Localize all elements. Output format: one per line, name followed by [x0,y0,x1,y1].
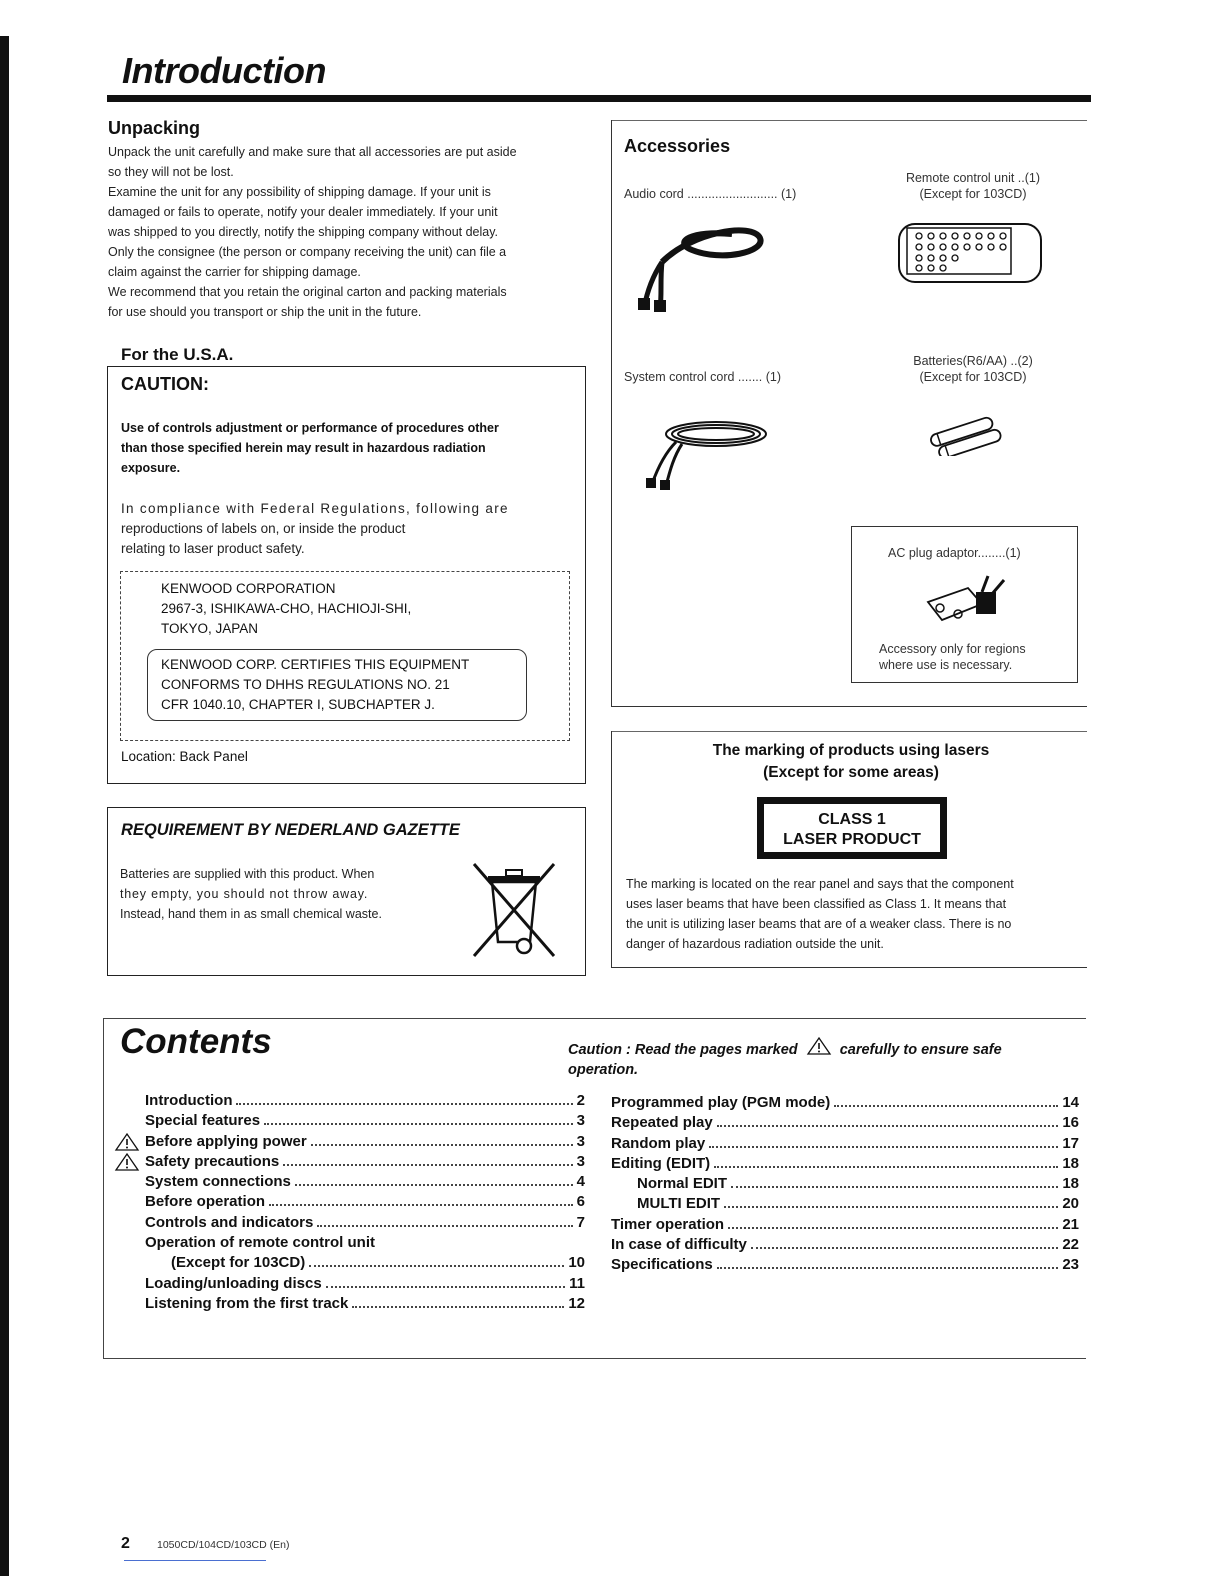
caution-title: CAUTION: [121,374,209,394]
crossed-bin-icon [470,860,558,960]
text-line: The marking is located on the rear panel and says that the component [626,877,1014,891]
toc-entry [611,1255,1079,1275]
warning-triangle-icon [114,1132,140,1152]
text-line: Batteries(R6/AA) ..(2) [913,354,1033,368]
contents-left-rule [103,1018,104,1359]
toc-label: Specifications [611,1256,713,1274]
text-line: Only the consignee (the person or company receiving the unit) can file a [108,245,507,259]
accessories-left-rule [611,120,612,706]
class-line: CLASS 1 [818,811,886,828]
toc-page-number: 3 [576,1112,585,1130]
contents-bottom-rule [103,1358,1086,1359]
accessories-heading: Accessories [624,136,731,156]
toc-page-number: 18 [1062,1154,1079,1172]
text-line: reproductions of labels on, or inside the product [121,521,406,536]
class1-laser-label [757,797,947,859]
toc-leader [283,1164,572,1166]
text-line: exposure. [121,461,181,475]
text-line: Accessory only for regions [879,642,1026,656]
toc-page-number: 3 [576,1152,585,1170]
caution-warning [121,418,581,478]
toc-label: Editing (EDIT) [611,1154,711,1172]
ac-plug-adaptor-icon [918,572,1010,628]
text-line: TOKYO, JAPAN [161,621,259,636]
text-line: The marking of products using lasers [712,742,990,759]
toc-leader [269,1204,573,1206]
toc-leader [714,1166,1058,1168]
toc-leader [724,1206,1058,1208]
toc-label: System connections [145,1173,291,1191]
toc-leader [295,1184,573,1186]
toc-page-number: 16 [1062,1114,1079,1132]
remote-control-icon [897,222,1043,284]
text-line: Unpack the unit carefully and make sure that all accessories are put aside [108,145,517,159]
toc-label: Safety precautions [145,1152,280,1170]
audio-cord-label: Audio cord .......................... (1) [624,187,797,201]
toc-page-number: 23 [1062,1256,1079,1274]
toc-page-number: 6 [576,1193,585,1211]
text-line: 2967-3, ISHIKAWA-CHO, HACHIOJI-SHI, [161,601,412,616]
warning-triangle-icon [806,1036,832,1056]
toc-label: Operation of remote control unit [145,1234,376,1252]
text-line: relating to laser product safety. [121,541,305,556]
text-line: for use should you transport or ship the unit in the future. [108,305,422,319]
text-line: Batteries are supplied with this product. When [120,867,375,881]
toc-entry [145,1111,585,1131]
text-line: Examine the unit for any possibility of shipping damage. If your unit is [108,185,491,199]
footer-rule [124,1560,266,1561]
laser-heading [611,740,1091,784]
toc-label: Loading/unloading discs [145,1274,322,1292]
toc-leader [311,1144,573,1146]
toc-label: Repeated play [611,1114,713,1132]
text-line: Instead, hand them in as small chemical waste. [120,907,382,921]
audio-cord-icon [632,222,772,314]
toc-entry [611,1194,1079,1214]
toc-page-number: 18 [1062,1175,1079,1193]
toc-page-number: 10 [568,1254,585,1272]
toc-label: Programmed play (PGM mode) [611,1094,831,1111]
text-line: In compliance with Federal Regulations, following are [121,501,509,516]
toc-label: In case of difficulty [611,1236,747,1254]
toc-page-number: 14 [1062,1094,1079,1111]
ac-adaptor-note [879,641,1069,673]
toc-leader [834,1105,1058,1107]
toc-label: MULTI EDIT [637,1195,721,1213]
toc-label: (Except for 103CD) [171,1254,306,1272]
system-control-cord-icon [636,412,776,492]
toc-entry [145,1172,585,1192]
caution-text: Caution : Read the pages marked [568,1042,798,1058]
label-certification [161,655,469,715]
toc-entry [611,1174,1079,1194]
toc-leader [236,1103,572,1105]
toc-leader [728,1227,1058,1229]
text-line: KENWOOD CORPORATION [161,581,336,596]
text-line: (Except for 103CD) [919,187,1027,201]
class-line: LASER PRODUCT [783,831,921,848]
contents-left-list [145,1091,585,1314]
toc-page-number: 4 [576,1173,585,1191]
text-line: (Except for some areas) [763,764,939,781]
batteries-icon [925,414,1011,456]
toc-page-number: 12 [568,1294,585,1312]
toc-entry [145,1274,585,1294]
laser-bottom-rule [611,967,1087,968]
text-line: was shipped to you directly, notify the shipping company without delay. [108,225,499,239]
laser-top-rule [611,731,1087,732]
contents-title: Contents [120,1022,272,1061]
toc-label: Timer operation [611,1215,725,1233]
accessories-bottom-rule [611,706,1087,707]
text-line: they empty, you should not throw away. [120,887,369,901]
page-title: Introduction [122,50,326,91]
toc-label: Normal EDIT [637,1175,728,1193]
toc-entry [611,1154,1079,1174]
toc-leader [309,1265,564,1267]
toc-entry [611,1215,1079,1235]
toc-entry [611,1134,1079,1154]
toc-leader [731,1186,1058,1188]
toc-label: Random play [611,1134,706,1152]
system-cord-label: System control cord ....... (1) [624,370,781,384]
text-line: (Except for 103CD) [919,370,1027,384]
toc-label: Before operation [145,1193,266,1211]
laser-text [626,874,1086,954]
caution-text: operation. [568,1062,639,1078]
toc-entry [145,1192,585,1212]
caution-text: carefully to ensure safe [839,1042,1002,1058]
text-line: than those specified herein may result in hazardous radiation [121,441,486,455]
toc-entry [145,1132,585,1152]
page-number: 2 [121,1535,130,1552]
contents-right-list [611,1093,1079,1276]
text-line: Remote control unit ..(1) [905,171,1041,185]
toc-leader [326,1286,565,1288]
text-line: Use of controls adjustment or performance of procedures other [121,421,499,435]
text-line: where use is necessary. [879,658,1013,672]
toc-entry [145,1213,585,1233]
toc-label: Special features [145,1112,261,1130]
label-location: Location: Back Panel [121,749,248,764]
warning-triangle-icon [114,1152,140,1172]
toc-page-number: 22 [1062,1236,1079,1254]
toc-page-number: 2 [576,1092,585,1109]
ac-adaptor-label: AC plug adaptor........(1) [888,546,1021,560]
text-line: CONFORMS TO DHHS REGULATIONS NO. 21 [161,677,450,692]
toc-entry [145,1152,585,1172]
toc-entry [145,1233,585,1253]
label-address [161,579,411,639]
toc-page-number: 20 [1062,1195,1079,1213]
compliance-text [121,499,581,559]
unpacking-heading: Unpacking [108,118,201,138]
text-line: uses laser beams that have been classified as Class 1. It means that [626,897,1007,911]
toc-leader [264,1123,573,1125]
toc-page-number: 17 [1062,1134,1079,1152]
toc-entry [611,1235,1079,1255]
contents-top-rule [103,1018,1086,1019]
batteries-label [893,353,1053,385]
nederland-text [120,864,440,924]
toc-leader [709,1146,1058,1148]
toc-leader [751,1247,1058,1249]
toc-label: Listening from the first track [145,1294,349,1312]
toc-leader [717,1267,1059,1269]
toc-label: Controls and indicators [145,1213,314,1231]
contents-caution [568,1036,1078,1080]
binding-edge [0,36,9,1576]
text-line: so they will not be lost. [108,165,234,179]
usa-heading: For the U.S.A. [121,345,234,364]
toc-entry [611,1113,1079,1133]
accessories-top-rule [611,120,1087,121]
toc-leader [717,1125,1059,1127]
text-line: danger of hazardous radiation outside the unit. [626,937,884,951]
toc-entry [611,1093,1079,1113]
toc-leader [317,1225,572,1227]
text-line: We recommend that you retain the original carton and packing materials [108,285,507,299]
toc-entry [145,1253,585,1273]
model-footer: 1050CD/104CD/103CD (En) [157,1539,290,1551]
toc-label: Before applying power [145,1132,307,1150]
nederland-heading: REQUIREMENT BY NEDERLAND GAZETTE [121,821,460,839]
toc-label: Introduction [145,1092,233,1109]
title-rule [107,95,1091,102]
toc-page-number: 11 [569,1274,585,1292]
text-line: CFR 1040.10, CHAPTER I, SUBCHAPTER J. [161,697,435,712]
text-line: KENWOOD CORP. CERTIFIES THIS EQUIPMENT [161,657,470,672]
text-line: damaged or fails to operate, notify your dealer immediately. If your unit [108,205,498,219]
remote-label [893,170,1053,202]
text-line: the unit is utilizing laser beams that are of a weaker class. There is no [626,917,1012,931]
unpacking-text [108,142,593,322]
toc-entry [145,1294,585,1314]
text-line: claim against the carrier for shipping damage. [108,265,361,279]
toc-page-number: 21 [1062,1215,1079,1233]
toc-page-number: 7 [576,1213,585,1231]
toc-page-number: 3 [576,1132,585,1150]
toc-entry [145,1091,585,1111]
toc-leader [352,1306,564,1308]
